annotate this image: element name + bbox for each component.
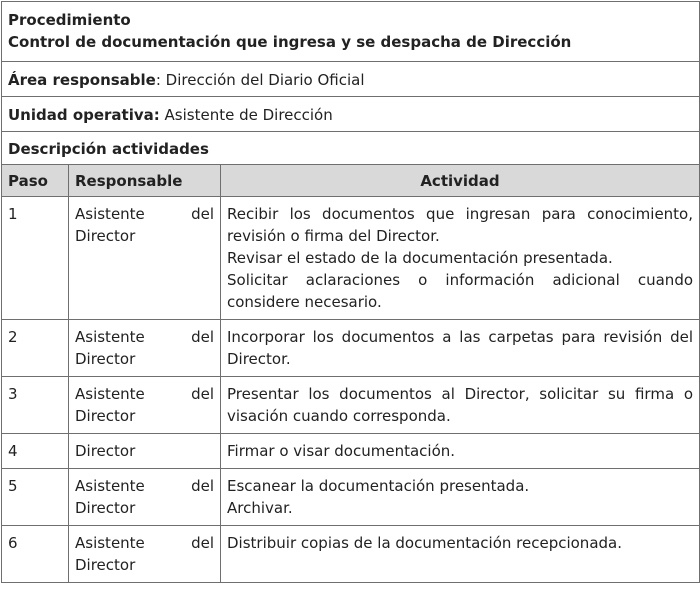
- responsible-word: del: [191, 534, 214, 552]
- responsible-word: Asistente: [75, 205, 145, 223]
- unit-row: [2, 97, 700, 132]
- title-row: [2, 2, 700, 62]
- step-number: 4: [2, 434, 69, 469]
- step-activity: [221, 377, 700, 434]
- column-header-paso: Paso: [2, 165, 69, 197]
- responsible-line: [75, 326, 214, 348]
- step-activity: [221, 526, 700, 583]
- step-responsible: [69, 377, 221, 434]
- responsible-line: [75, 475, 214, 497]
- step-number: 5: [2, 469, 69, 526]
- responsible-word: del: [191, 205, 214, 223]
- responsible-word: Director: [75, 227, 136, 245]
- responsible-line: [75, 383, 214, 405]
- responsible-word: Director: [75, 407, 136, 425]
- responsible-word: Director: [75, 350, 136, 368]
- step-activity: [221, 469, 700, 526]
- step-number: 1: [2, 197, 69, 320]
- activity-text: Incorporar los documentos a las carpetas para revisión del Director.: [227, 328, 694, 368]
- column-header-row: [2, 165, 700, 197]
- responsible-word: Director: [75, 556, 136, 574]
- procedure-document: [0, 1, 700, 607]
- unit-value: Asistente de Dirección: [159, 106, 333, 124]
- responsible-word: Director: [75, 442, 136, 460]
- table-row: [2, 197, 700, 320]
- description-row: [2, 132, 700, 165]
- unit-cell: [2, 97, 700, 132]
- table-row: [2, 320, 700, 377]
- activity-text: Firmar o visar documentación.: [227, 442, 456, 460]
- responsible-word: del: [191, 385, 214, 403]
- area-value: : Dirección del Diario Oficial: [155, 71, 365, 89]
- responsible-word: Asistente: [75, 328, 145, 346]
- responsible-word: Asistente: [75, 385, 145, 403]
- activity-text: Revisar el estado de la documentación presentada.: [227, 249, 613, 267]
- responsible-line: [75, 203, 214, 225]
- procedure-title: Control de documentación que ingresa y se despacha de Dirección: [8, 33, 572, 51]
- step-number: 2: [2, 320, 69, 377]
- activity-text: Escanear la documentación presentada.: [227, 477, 530, 495]
- step-responsible: [69, 469, 221, 526]
- table-row: [2, 434, 700, 469]
- step-responsible: [69, 320, 221, 377]
- step-responsible: [69, 526, 221, 583]
- column-header-actividad: Actividad: [221, 165, 700, 197]
- responsible-word: Asistente: [75, 477, 145, 495]
- responsible-word: del: [191, 328, 214, 346]
- table-row: [2, 377, 700, 434]
- responsible-line: [75, 532, 214, 554]
- column-header-responsable: Responsable: [69, 165, 221, 197]
- unit-label: Unidad operativa:: [8, 106, 160, 124]
- table-row: [2, 469, 700, 526]
- responsible-word: Director: [75, 499, 136, 517]
- activity-text: Distribuir copias de la documentación recepcionada.: [227, 534, 622, 552]
- steps-body: [2, 197, 700, 583]
- step-number: 6: [2, 526, 69, 583]
- area-cell: [2, 62, 700, 97]
- table-row: [2, 526, 700, 583]
- responsible-word: Asistente: [75, 534, 145, 552]
- step-activity: [221, 197, 700, 320]
- step-activity: [221, 320, 700, 377]
- activity-text: Recibir los documentos que ingresan para conocimiento, revisión o firma del Director.: [227, 205, 694, 245]
- step-activity: [221, 434, 700, 469]
- area-row: [2, 62, 700, 97]
- step-number: 3: [2, 377, 69, 434]
- area-label: Área responsable: [8, 71, 156, 89]
- procedure-label: Procedimiento: [8, 11, 131, 29]
- responsible-word: del: [191, 477, 214, 495]
- step-responsible: [69, 434, 221, 469]
- activity-text: Solicitar aclaraciones o información adicional cuando considere necesario.: [227, 271, 694, 311]
- responsible-line: [75, 440, 214, 462]
- activity-text: Archivar.: [227, 499, 293, 517]
- activity-text: Presentar los documentos al Director, solicitar su firma o visación cuando corresponda.: [227, 385, 694, 425]
- procedure-table: [1, 1, 700, 583]
- title-cell: [2, 2, 700, 62]
- step-responsible: [69, 197, 221, 320]
- description-heading: Descripción actividades: [2, 132, 700, 165]
